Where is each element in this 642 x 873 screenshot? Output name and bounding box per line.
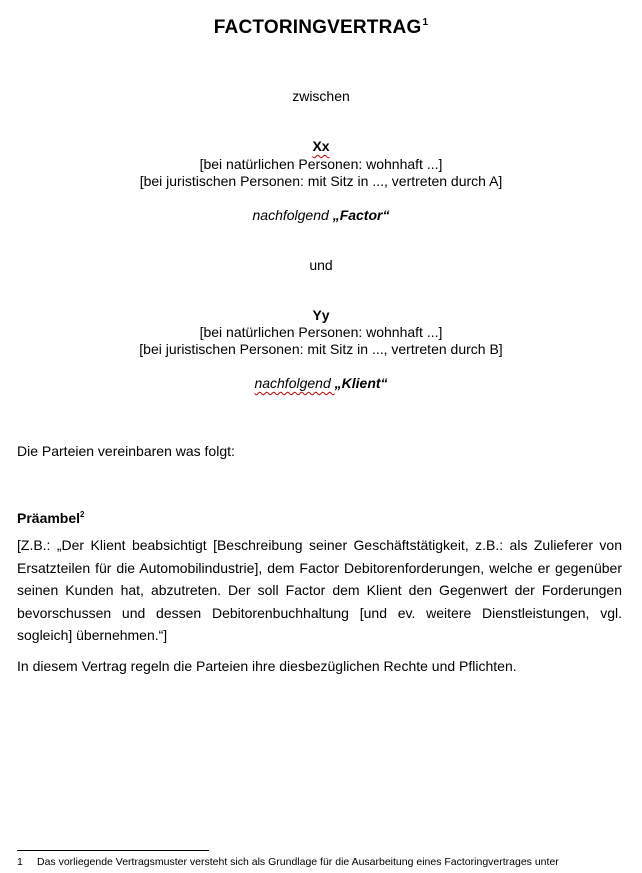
title-footnote-ref[interactable]: 1	[422, 17, 429, 28]
party1-quote-close: “	[382, 207, 390, 223]
party1-designation	[0, 207, 642, 224]
party1-quote-open: „	[332, 207, 340, 223]
preamble-paragraph-2: In diesem Vertrag regeln die Parteien ihre diesbezüglichen Rechte und Pflichten.	[17, 658, 517, 674]
and-label: und	[309, 257, 333, 273]
party2-role: Klient	[341, 375, 381, 391]
party2-designation-prefix: nachfolgend	[254, 375, 335, 391]
preamble-footnote-ref[interactable]: 2	[80, 510, 85, 519]
party1-line1: [bei natürlichen Personen: wohnhaft ...]	[199, 156, 443, 172]
preamble-heading-text: Präambel	[17, 510, 81, 526]
party1-name	[0, 138, 642, 155]
party1-line2: [bei juristischen Personen: mit Sitz in ..., vertreten durch A]	[139, 173, 503, 189]
party1-role: Factor	[339, 207, 383, 223]
footnote-number: 1	[17, 856, 23, 868]
footnote-text: Das vorliegende Vertragsmuster versteht sich als Grundlage für die Ausarbeitung eines Factoringvertrages unter	[37, 856, 559, 868]
footnote-separator	[17, 850, 209, 851]
agreement-intro: Die Parteien vereinbaren was folgt:	[17, 443, 235, 459]
footnote-1	[17, 856, 623, 869]
document-title	[0, 14, 642, 36]
party2-line1: [bei natürlichen Personen: wohnhaft ...]	[199, 324, 443, 340]
party2-designation	[0, 375, 642, 392]
party1-designation-prefix: nachfolgend	[252, 207, 333, 223]
between-label: zwischen	[292, 88, 350, 104]
party2-name: Yy	[312, 307, 330, 323]
party1-name-text: Xx	[312, 138, 330, 154]
party2-quote-close: “	[380, 375, 388, 391]
party2-line2: [bei juristischen Personen: mit Sitz in ..., vertreten durch B]	[139, 341, 503, 357]
party2-quote-open: „	[334, 375, 342, 391]
preamble-paragraph-1: [Z.B.: „Der Klient beabsichtigt [Beschreibung seiner Geschäftstätigkeit, z.B.: als Zulieferer von Ersatzteilen für die Automobilindustrie], dem Factor Debitorenforderungen, welche er gegenüber seinen Kunden hat, abzutreten. Der soll Factor dem Klient den Gegenwert der Forderungen bevorschussen und dessen Debitorenbuchhaltung [und ev. weitere Dienstleistungen, vgl. sogleich] übernehmen.“]	[17, 537, 622, 643]
title-text: FACTORINGVERTRAG	[213, 17, 422, 38]
preamble-heading	[17, 506, 622, 527]
